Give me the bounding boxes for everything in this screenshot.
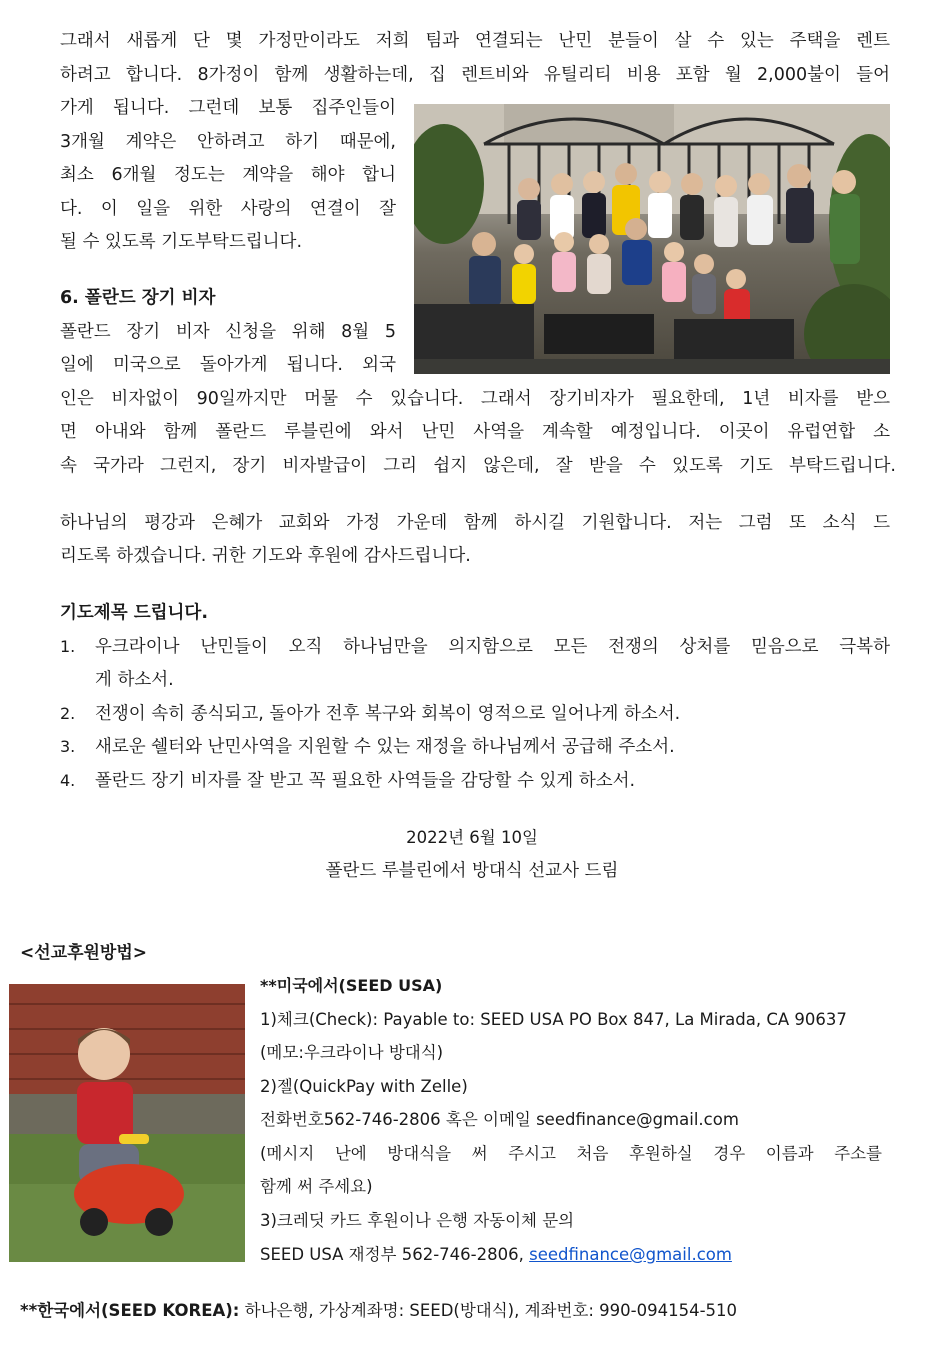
paragraph-line: 가게 됩니다. 그런데 보통 집주인들이 [60,98,396,118]
section-heading: 6. 폴란드 장기 비자 [60,288,216,308]
zelle-contact: 전화번호562-746-2806 혹은 이메일 seedfinance@gmail.com [260,1110,739,1129]
zelle-note: (메시지 난에 방대식을 써 주시고 처음 후원하실 경우 이름과 주소를 [260,1144,882,1163]
list-number: 3. [60,737,76,756]
paragraph-line: 하나님의 평강과 은혜가 교회와 가정 가운데 함께 하시길 기원합니다. 저는 그럼 또 소식 드 [60,513,890,533]
list-item: 게 하소서. [95,670,174,690]
paragraph-line: 하려고 합니다. 8가정이 함께 생활하는데, 집 렌트비와 유틸리티 비용 포함 월 2,000불이 들어 [60,65,890,85]
check-memo: (메모:우크라이나 방대식) [260,1043,444,1062]
check-info: 1)체크(Check): Payable to: SEED USA PO Box 847, La Mirada, CA 90637 [260,1010,847,1029]
prayer-heading: 기도제목 드립니다. [60,603,208,623]
paragraph-line: 다. 이 일을 위한 사랑의 연결이 잘 [60,199,396,219]
letter-date: 2022년 6월 10일 [406,828,538,847]
group-photo [414,104,890,374]
paragraph-line: 될 수 있도록 기도부탁드립니다. [60,232,303,252]
finance-email-link[interactable]: seedfinance@gmail.com [529,1245,732,1264]
paragraph-line: 폴란드 장기 비자 신청을 위해 8월 5 [60,322,396,342]
paragraph-line: 일에 미국으로 돌아가게 됩니다. 외국 [60,355,396,375]
korea-info-line [20,1294,737,1328]
paragraph-line: 3개월 계약은 안하려고 하기 때문에, [60,132,396,152]
list-item: 우크라이나 난민들이 오직 하나님만을 의지함으로 모든 전쟁의 상처를 믿음으로 극복하 [95,637,890,657]
paragraph-line: 면 아내와 함께 폴란드 루블린에 와서 난민 사역을 계속할 예정입니다. 이곳이 유럽연합 소 [60,422,890,442]
paragraph-line: 인은 비자없이 90일까지만 머물 수 있습니다. 그래서 장기비자가 필요한데, 1년 비자를 받으 [60,389,890,409]
korea-account: 하나은행, 가상계좌명: SEED(방대식), 계좌번호: 990-094154-510 [239,1301,738,1320]
list-item: 폴란드 장기 비자를 잘 받고 꼭 필요한 사역들을 감당할 수 있게 하소서. [95,771,636,791]
paragraph-line: 최소 6개월 정도는 계약을 해야 합니 [60,165,396,185]
support-heading: <선교후원방법> [20,943,148,963]
list-item: 전쟁이 속히 종식되고, 돌아가 전후 복구와 회복이 영적으로 일어나게 하소서. [95,704,681,724]
zelle-info: 2)젤(QuickPay with Zelle) [260,1077,468,1096]
child-photo [9,984,245,1262]
card-info: 3)크레딧 카드 후원이나 은행 자동이체 문의 [260,1211,575,1230]
finance-label: SEED USA 재정부 562-746-2806, [260,1245,530,1264]
usa-heading: **미국에서(SEED USA) [260,976,443,995]
list-item: 새로운 쉘터와 난민사역을 지원할 수 있는 재정을 하나님께서 공급해 주소서. [95,737,675,757]
paragraph-line: 리도록 하겠습니다. 귀한 기도와 후원에 감사드립니다. [60,546,471,566]
korea-heading: **한국에서(SEED KOREA): [20,1301,240,1320]
finance-contact [260,1238,732,1272]
letter-sender: 폴란드 루블린에서 방대식 선교사 드림 [325,861,619,881]
list-number: 4. [60,771,76,790]
list-number: 1. [60,637,76,656]
paragraph-line: 그래서 새롭게 단 몇 가정만이라도 저희 팀과 연결되는 난민 분들이 살 수 있는 주택을 렌트 [60,31,890,51]
list-number: 2. [60,704,76,723]
paragraph-line: 속 국가라 그런지, 장기 비자발급이 그리 쉽지 않은데, 잘 받을 수 있도록 기도 부탁드립니다. [60,456,896,476]
zelle-note: 함께 써 주세요) [260,1177,373,1196]
